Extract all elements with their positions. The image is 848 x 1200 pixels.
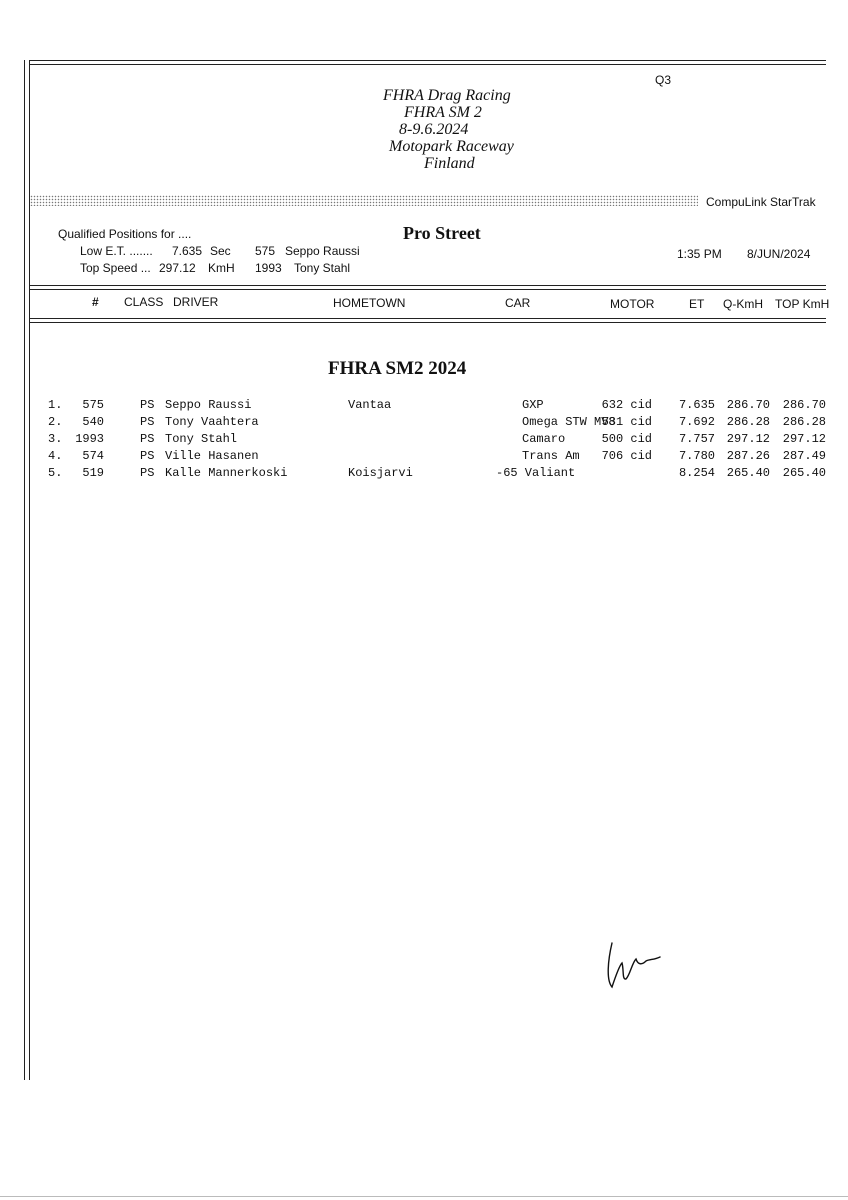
header-rule-bottom-2 bbox=[29, 322, 826, 323]
col-header-num: # bbox=[92, 295, 99, 309]
cell-num: 519 bbox=[82, 466, 104, 480]
frame-top-border bbox=[29, 60, 826, 61]
cell-pos: 5. bbox=[48, 466, 63, 480]
header-rule-top-1 bbox=[29, 285, 826, 286]
cell-driver: Tony Stahl bbox=[165, 432, 238, 446]
cell-et: 8.254 bbox=[678, 466, 715, 480]
frame-top-border-inner bbox=[29, 64, 826, 65]
event-line-2: FHRA SM 2 bbox=[404, 104, 482, 121]
cell-pos: 4. bbox=[48, 449, 63, 463]
signature bbox=[600, 935, 670, 995]
event-line-5: Finland bbox=[424, 155, 475, 172]
section-title: FHRA SM2 2024 bbox=[328, 358, 467, 379]
cell-car: Camaro bbox=[522, 432, 566, 446]
cell-et: 7.780 bbox=[678, 449, 715, 463]
cell-hometown: Koisjarvi bbox=[348, 466, 413, 480]
cell-topkmh: 286.28 bbox=[782, 415, 826, 429]
event-line-1: FHRA Drag Racing bbox=[383, 87, 511, 104]
event-line-4: Motopark Raceway bbox=[389, 138, 514, 155]
cell-car: Trans Am bbox=[522, 449, 580, 463]
cell-class: PS bbox=[140, 432, 155, 446]
cell-et: 7.757 bbox=[678, 432, 715, 446]
cell-motor: 531 cid bbox=[601, 415, 652, 429]
col-header-et: ET bbox=[689, 297, 705, 311]
cell-et: 7.692 bbox=[678, 415, 715, 429]
cell-driver: Kalle Mannerkoski bbox=[165, 466, 288, 480]
cell-class: PS bbox=[140, 466, 155, 480]
low-et-holder-num: 575 bbox=[255, 244, 276, 258]
cell-hometown: Vantaa bbox=[348, 398, 392, 412]
low-et-label: Low E.T. ....... bbox=[80, 244, 153, 258]
cell-num: 1993 bbox=[75, 432, 104, 446]
top-speed-holder-name: Tony Stahl bbox=[294, 261, 351, 275]
header-rule-top-2 bbox=[29, 289, 826, 290]
col-header-motor: MOTOR bbox=[610, 297, 655, 311]
top-speed-value: 297.12 bbox=[159, 261, 196, 275]
software-label: CompuLink StarTrak bbox=[706, 195, 816, 209]
top-speed-holder-num: 1993 bbox=[255, 261, 282, 275]
event-line-3: 8-9.6.2024 bbox=[399, 121, 469, 138]
col-header-driver: DRIVER bbox=[173, 295, 219, 309]
cell-qkmh: 287.26 bbox=[726, 449, 770, 463]
cell-qkmh: 297.12 bbox=[726, 432, 770, 446]
cell-car: Omega STW MV8 bbox=[522, 415, 616, 429]
top-speed-label: Top Speed ... bbox=[80, 261, 151, 275]
cell-num: 574 bbox=[82, 449, 104, 463]
low-et-holder-name: Seppo Raussi bbox=[285, 244, 360, 258]
cell-driver: Seppo Raussi bbox=[165, 398, 252, 412]
class-title: Pro Street bbox=[403, 223, 481, 243]
frame-left-border bbox=[24, 60, 25, 1080]
cell-car: -65 Valiant bbox=[496, 466, 576, 480]
table-row bbox=[0, 466, 848, 483]
frame-left-border-inner bbox=[29, 60, 30, 1080]
round-label: Q3 bbox=[655, 73, 672, 87]
cell-class: PS bbox=[140, 449, 155, 463]
col-header-car: CAR bbox=[505, 296, 531, 310]
cell-topkmh: 287.49 bbox=[782, 449, 826, 463]
cell-pos: 3. bbox=[48, 432, 63, 446]
table-row bbox=[0, 415, 848, 432]
cell-qkmh: 265.40 bbox=[726, 466, 770, 480]
page-bottom-rule bbox=[0, 1196, 848, 1197]
cell-motor: 500 cid bbox=[601, 432, 652, 446]
cell-num: 540 bbox=[82, 415, 104, 429]
cell-motor: 706 cid bbox=[601, 449, 652, 463]
cell-class: PS bbox=[140, 415, 155, 429]
cell-et: 7.635 bbox=[678, 398, 715, 412]
cell-pos: 2. bbox=[48, 415, 63, 429]
low-et-unit: Sec bbox=[210, 244, 231, 258]
cell-qkmh: 286.70 bbox=[726, 398, 770, 412]
cell-class: PS bbox=[140, 398, 155, 412]
low-et-value: 7.635 bbox=[172, 244, 203, 258]
col-header-qkmh: Q-KmH bbox=[723, 297, 763, 311]
cell-qkmh: 286.28 bbox=[726, 415, 770, 429]
cell-topkmh: 297.12 bbox=[782, 432, 826, 446]
cell-topkmh: 265.40 bbox=[782, 466, 826, 480]
cell-pos: 1. bbox=[48, 398, 63, 412]
qualified-label: Qualified Positions for .... bbox=[58, 227, 192, 241]
col-header-class: CLASS bbox=[124, 295, 164, 309]
col-header-hometown: HOMETOWN bbox=[333, 296, 406, 310]
cell-driver: Ville Hasanen bbox=[165, 449, 259, 463]
header-rule-bottom-1 bbox=[29, 318, 826, 319]
cell-num: 575 bbox=[82, 398, 104, 412]
top-speed-unit: KmH bbox=[208, 261, 235, 275]
table-row bbox=[0, 398, 848, 415]
col-header-topkmh: TOP KmH bbox=[775, 297, 830, 311]
report-date: 8/JUN/2024 bbox=[747, 247, 811, 261]
cell-car: GXP bbox=[522, 398, 544, 412]
table-row bbox=[0, 432, 848, 449]
cell-motor: 632 cid bbox=[601, 398, 652, 412]
dotted-band bbox=[30, 195, 698, 206]
report-time: 1:35 PM bbox=[677, 247, 722, 261]
table-row bbox=[0, 449, 848, 466]
cell-driver: Tony Vaahtera bbox=[165, 415, 259, 429]
cell-topkmh: 286.70 bbox=[782, 398, 826, 412]
